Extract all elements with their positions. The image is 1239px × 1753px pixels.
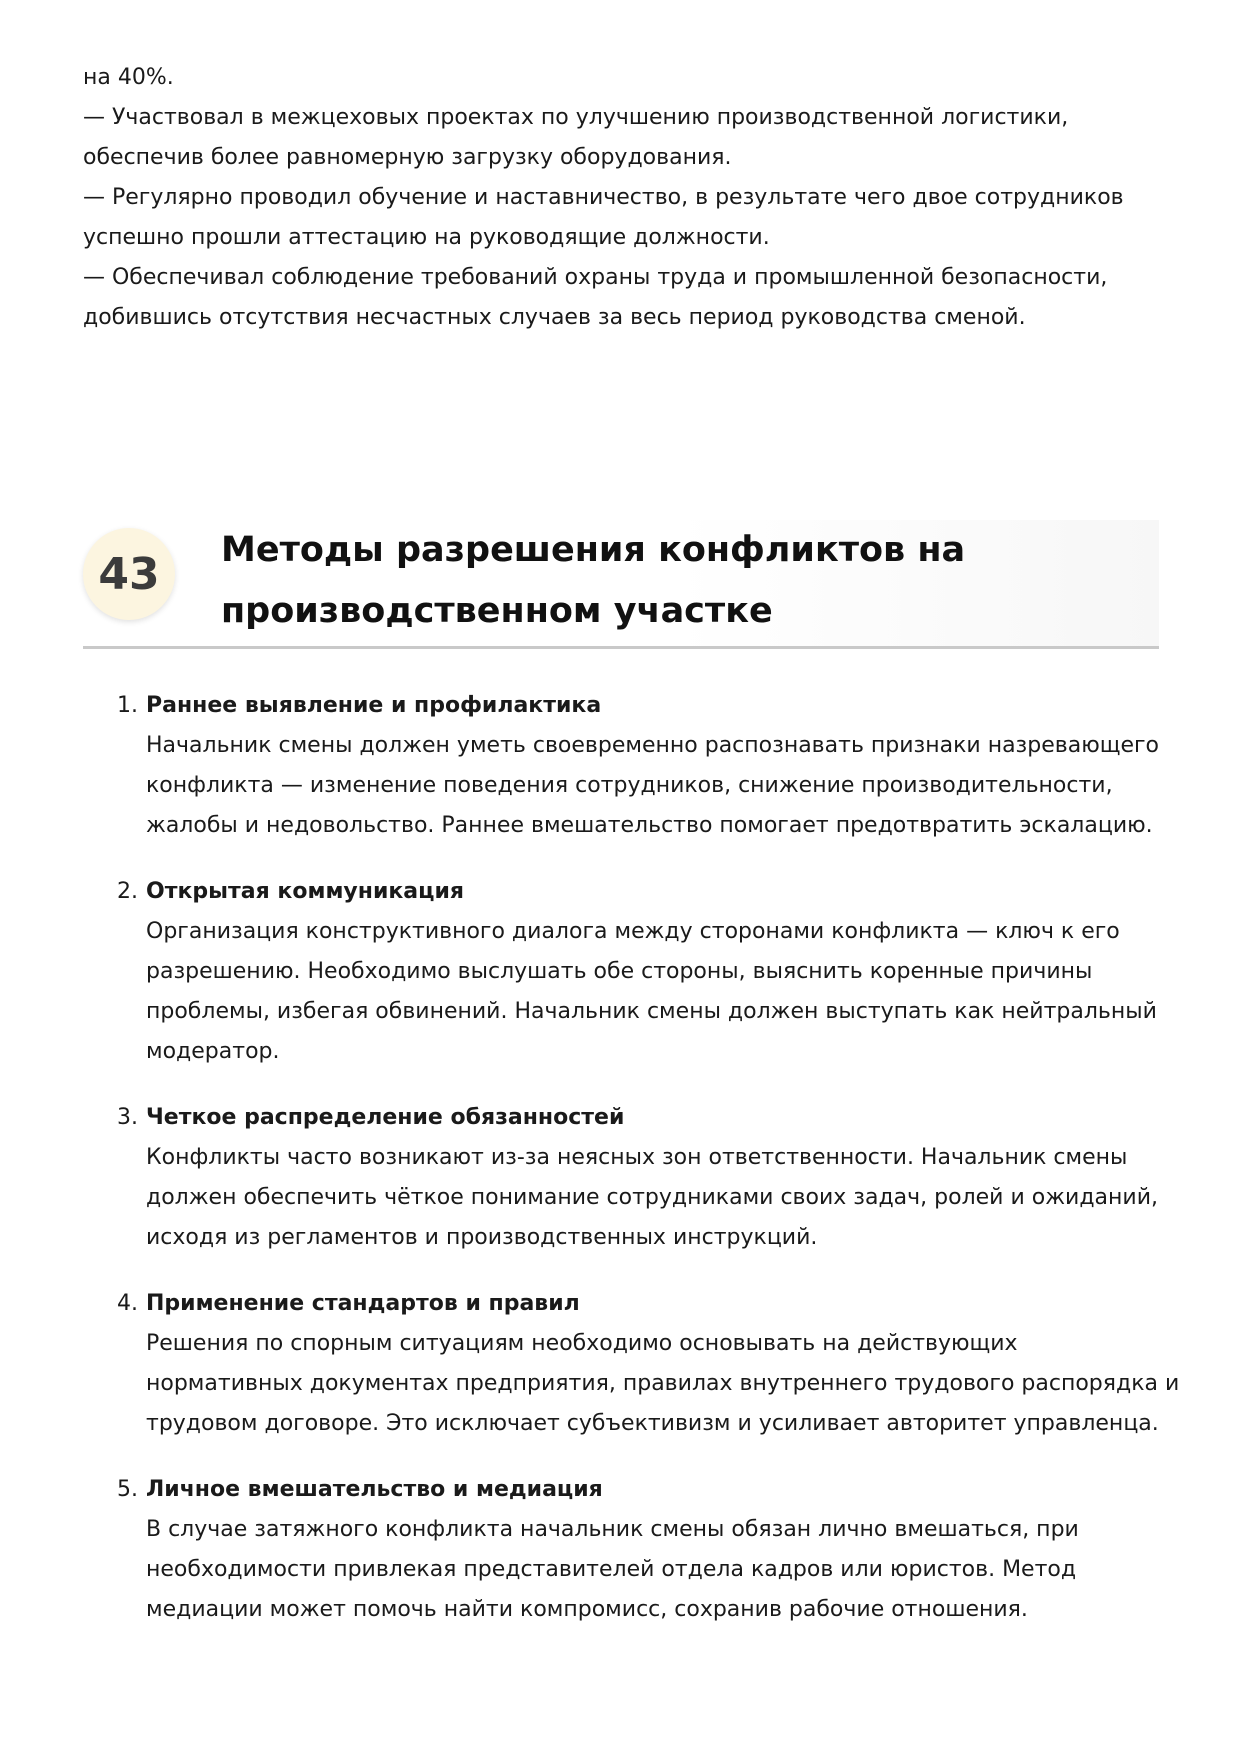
item-body-line: проблемы, избегая обвинений. Начальник смены должен выступать как нейтральный: [146, 999, 1157, 1024]
intro-line: добившись отсутствия несчастных случаев за весь период руководства сменой.: [83, 305, 1026, 330]
item-body-line: конфликта — изменение поведения сотрудников, снижение производительности,: [146, 773, 1113, 798]
item-title: Раннее выявление и профилактика: [146, 693, 602, 718]
list-item: [83, 1284, 1180, 1444]
intro-line: — Участвовал в межцеховых проектах по улучшению производственной логистики,: [83, 105, 1069, 130]
item-number: 3.: [117, 1105, 138, 1130]
item-title: Личное вмешательство и медиация: [146, 1477, 603, 1502]
item-body: [146, 1510, 1163, 1630]
item-body-line: жалобы и недовольство. Раннее вмешательство помогает предотвратить эскалацию.: [146, 813, 1153, 838]
item-body-line: медиации может помочь найти компромисс, сохранив рабочие отношения.: [146, 1597, 1028, 1622]
section-title-line: Методы разрешения конфликтов на: [221, 530, 966, 570]
section-number-badge: 43: [83, 528, 175, 620]
list-item: [83, 1470, 1163, 1630]
list-item: [83, 872, 1163, 1072]
section-header: [83, 520, 1159, 649]
item-body: [146, 1324, 1180, 1444]
section-title-line: производственном участке: [221, 591, 773, 631]
item-body: [146, 726, 1163, 846]
item-body-line: необходимости привлекая представителей отдела кадров или юристов. Метод: [146, 1557, 1077, 1582]
item-number: 1.: [117, 693, 138, 718]
item-body-line: нормативных документах предприятия, правилах внутреннего трудового распорядка и: [146, 1371, 1180, 1396]
methods-list: [83, 686, 1180, 1630]
item-body: [146, 912, 1163, 1072]
item-body-line: трудовом договоре. Это исключает субъективизм и усиливает авторитет управленца.: [146, 1411, 1159, 1436]
item-body-line: должен обеспечить чёткое понимание сотрудниками своих задач, ролей и ожиданий,: [146, 1185, 1158, 1210]
intro-line: успешно прошли аттестацию на руководящие должности.: [83, 225, 770, 250]
intro-line: на 40%.: [83, 65, 174, 90]
item-number: 5.: [117, 1477, 138, 1502]
item-number: 2.: [117, 879, 138, 904]
intro-line: — Регулярно проводил обучение и наставничество, в результате чего двое сотрудников: [83, 185, 1124, 210]
intro-text: [83, 58, 1158, 338]
item-body-line: Организация конструктивного диалога между сторонами конфликта — ключ к его: [146, 919, 1120, 944]
item-title: Открытая коммуникация: [146, 879, 465, 904]
item-number: 4.: [117, 1291, 138, 1316]
item-body-line: В случае затяжного конфликта начальник смены обязан лично вмешаться, при: [146, 1517, 1079, 1542]
item-body-line: Конфликты часто возникают из-за неясных зон ответственности. Начальник смены: [146, 1145, 1128, 1170]
section-title: [221, 520, 1121, 642]
intro-line: обеспечив более равномерную загрузку оборудования.: [83, 145, 732, 170]
item-body-line: разрешению. Необходимо выслушать обе стороны, выяснить коренные причины: [146, 959, 1093, 984]
list-item: [83, 1098, 1163, 1258]
list-item: [83, 686, 1163, 846]
item-body-line: Начальник смены должен уметь своевременно распознавать признаки назревающего: [146, 733, 1159, 758]
item-title: Применение стандартов и правил: [146, 1291, 580, 1316]
item-body-line: Решения по спорным ситуациям необходимо основывать на действующих: [146, 1331, 1018, 1356]
intro-line: — Обеспечивал соблюдение требований охраны труда и промышленной безопасности,: [83, 265, 1108, 290]
item-body-line: модератор.: [146, 1039, 280, 1064]
item-body-line: исходя из регламентов и производственных инструкций.: [146, 1225, 818, 1250]
item-title: Четкое распределение обязанностей: [146, 1105, 625, 1130]
item-body: [146, 1138, 1163, 1258]
